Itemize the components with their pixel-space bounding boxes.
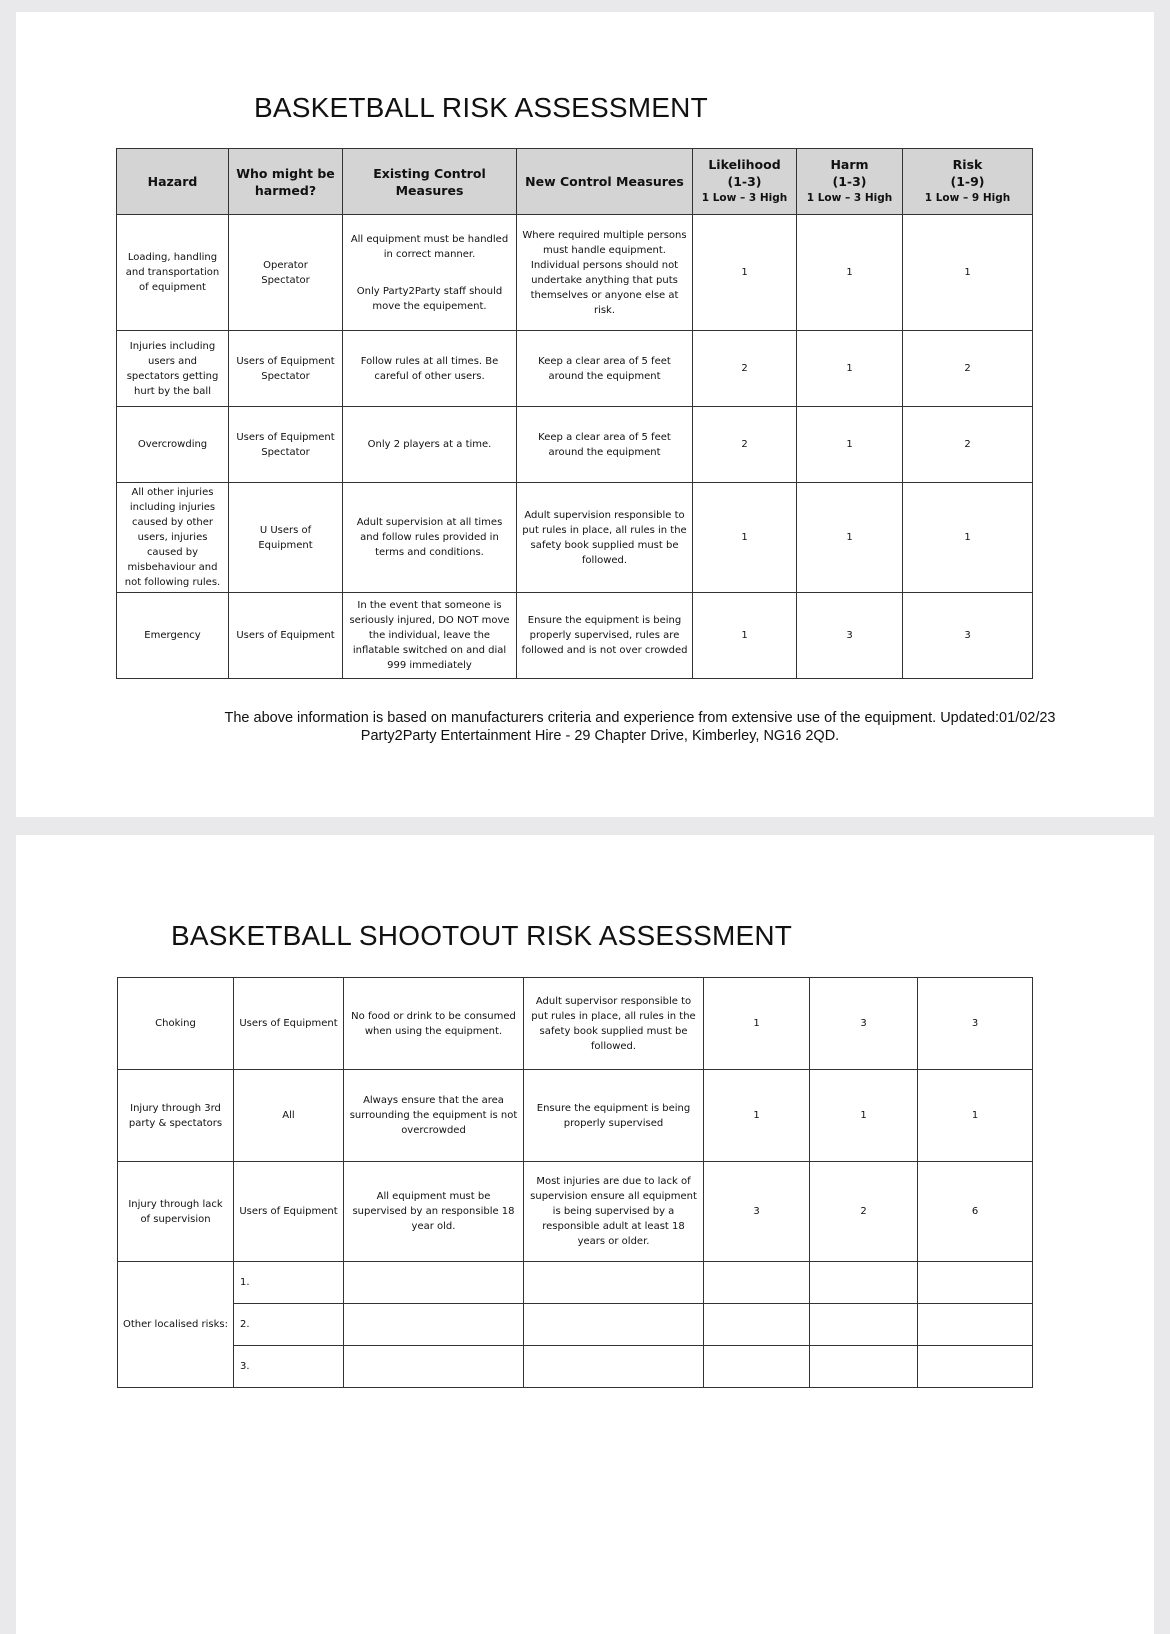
existing-cell: No food or drink to be consumed when using the equipment. [344,978,524,1070]
risk-cell: 3 [903,593,1033,679]
table-row [118,1304,1033,1346]
hazard-cell: Overcrowding [117,407,229,483]
page-2 [16,835,1154,1634]
new-cell: Keep a clear area of 5 feet around the equipment [517,407,693,483]
header-likelihood: Likelihood (1-3) 1 Low – 3 High [693,149,797,215]
header-existing: Existing Control Measures [343,149,517,215]
new-cell: Most injuries are due to lack of supervision ensure all equipment is being supervised by a responsible adult at least 18 years or older. [524,1162,704,1262]
empty-cell [524,1304,704,1346]
who-cell: All [234,1070,344,1162]
new-cell: Ensure the equipment is being properly supervised [524,1070,704,1162]
risk-cell: 1 [903,215,1033,331]
hazard-cell: Injuries including users and spectators getting hurt by the ball [117,331,229,407]
table-row [117,331,1033,407]
empty-cell [918,1346,1033,1388]
hazard-cell: Loading, handling and transportation of equipment [117,215,229,331]
empty-cell [704,1262,810,1304]
new-cell: Keep a clear area of 5 feet around the equipment [517,331,693,407]
harm-cell: 1 [810,1070,918,1162]
empty-cell [810,1262,918,1304]
other-risk-index: 1. [234,1262,344,1304]
risk-table [116,148,1033,679]
page-1 [16,12,1154,817]
table-row [118,1262,1033,1304]
new-cell: Where required multiple persons must handle equipment. Individual persons should not undertake anything that puts themselves or anyone else at risk. [517,215,693,331]
footer-note: The above information is based on manufacturers criteria and experience from extensive use of the equipment. Updated:01/02/23 [224,710,1056,726]
who-cell: Users of Equipment Spectator [229,407,343,483]
likelihood-cell: 2 [693,407,797,483]
harm-cell: 2 [810,1162,918,1262]
existing-cell: Adult supervision at all times and follow rules provided in terms and conditions. [343,483,517,593]
harm-cell: 3 [810,978,918,1070]
page-title: BASKETBALL SHOOTOUT RISK ASSESSMENT [171,920,793,951]
empty-cell [524,1262,704,1304]
empty-cell [704,1346,810,1388]
harm-cell: 1 [797,483,903,593]
other-risk-index: 3. [234,1346,344,1388]
harm-cell: 1 [797,331,903,407]
other-risks-label: Other localised risks: [118,1262,234,1388]
risk-cell: 2 [903,331,1033,407]
table-row [117,593,1033,679]
harm-cell: 3 [797,593,903,679]
header-harm: Harm (1-3) 1 Low – 3 High [797,149,903,215]
who-cell: Users of Equipment Spectator [229,331,343,407]
likelihood-cell: 1 [693,483,797,593]
risk-cell: 1 [918,1070,1033,1162]
hazard-cell: Emergency [117,593,229,679]
likelihood-cell: 1 [693,593,797,679]
table-row [117,407,1033,483]
empty-cell [524,1346,704,1388]
hazard-cell: Injury through lack of supervision [118,1162,234,1262]
likelihood-cell: 1 [704,978,810,1070]
table-header-row [117,149,1033,215]
hazard-cell: Choking [118,978,234,1070]
risk-table [117,977,1033,1388]
header-hazard: Hazard [117,149,229,215]
empty-cell [344,1304,524,1346]
harm-cell: 1 [797,215,903,331]
who-cell: Users of Equipment [229,593,343,679]
hazard-cell: All other injuries including injuries caused by other users, injuries caused by misbehaviour and not following rules. [117,483,229,593]
existing-cell: Always ensure that the area surrounding the equipment is not overcrowded [344,1070,524,1162]
existing-cell: In the event that someone is seriously injured, DO NOT move the individual, leave the inflatable switched on and dial 999 immediately [343,593,517,679]
new-cell: Ensure the equipment is being properly supervised, rules are followed and is not over crowded [517,593,693,679]
risk-cell: 3 [918,978,1033,1070]
empty-cell [810,1304,918,1346]
header-who: Who might be harmed? [229,149,343,215]
existing-cell: All equipment must be supervised by an responsible 18 year old. [344,1162,524,1262]
likelihood-cell: 1 [704,1070,810,1162]
new-cell: Adult supervision responsible to put rules in place, all rules in the safety book supplied must be followed. [517,483,693,593]
risk-cell: 1 [903,483,1033,593]
likelihood-cell: 3 [704,1162,810,1262]
risk-cell: 2 [903,407,1033,483]
likelihood-cell: 1 [693,215,797,331]
empty-cell [918,1262,1033,1304]
table-row [118,1162,1033,1262]
table-row [118,1070,1033,1162]
empty-cell [344,1262,524,1304]
empty-cell [344,1346,524,1388]
hazard-cell: Injury through 3rd party & spectators [118,1070,234,1162]
table-row [117,215,1033,331]
empty-cell [704,1304,810,1346]
page-title: BASKETBALL RISK ASSESSMENT [254,92,708,123]
likelihood-cell: 2 [693,331,797,407]
existing-cell: Only 2 players at a time. [343,407,517,483]
empty-cell [810,1346,918,1388]
who-cell: Operator Spectator [229,215,343,331]
footer-address: Party2Party Entertainment Hire - 29 Chapter Drive, Kimberley, NG16 2QD. [360,728,840,744]
empty-cell [918,1304,1033,1346]
who-cell: Users of Equipment [234,1162,344,1262]
table-row [117,483,1033,593]
risk-cell: 6 [918,1162,1033,1262]
harm-cell: 1 [797,407,903,483]
table-row [118,1346,1033,1388]
existing-cell: All equipment must be handled in correct manner. Only Party2Party staff should move the equipement. [343,215,517,331]
header-new: New Control Measures [517,149,693,215]
other-risk-index: 2. [234,1304,344,1346]
who-cell: U Users of Equipment [229,483,343,593]
who-cell: Users of Equipment [234,978,344,1070]
new-cell: Adult supervisor responsible to put rules in place, all rules in the safety book supplied must be followed. [524,978,704,1070]
header-risk: Risk (1-9) 1 Low – 9 High [903,149,1033,215]
table-row [118,978,1033,1070]
existing-cell: Follow rules at all times. Be careful of other users. [343,331,517,407]
